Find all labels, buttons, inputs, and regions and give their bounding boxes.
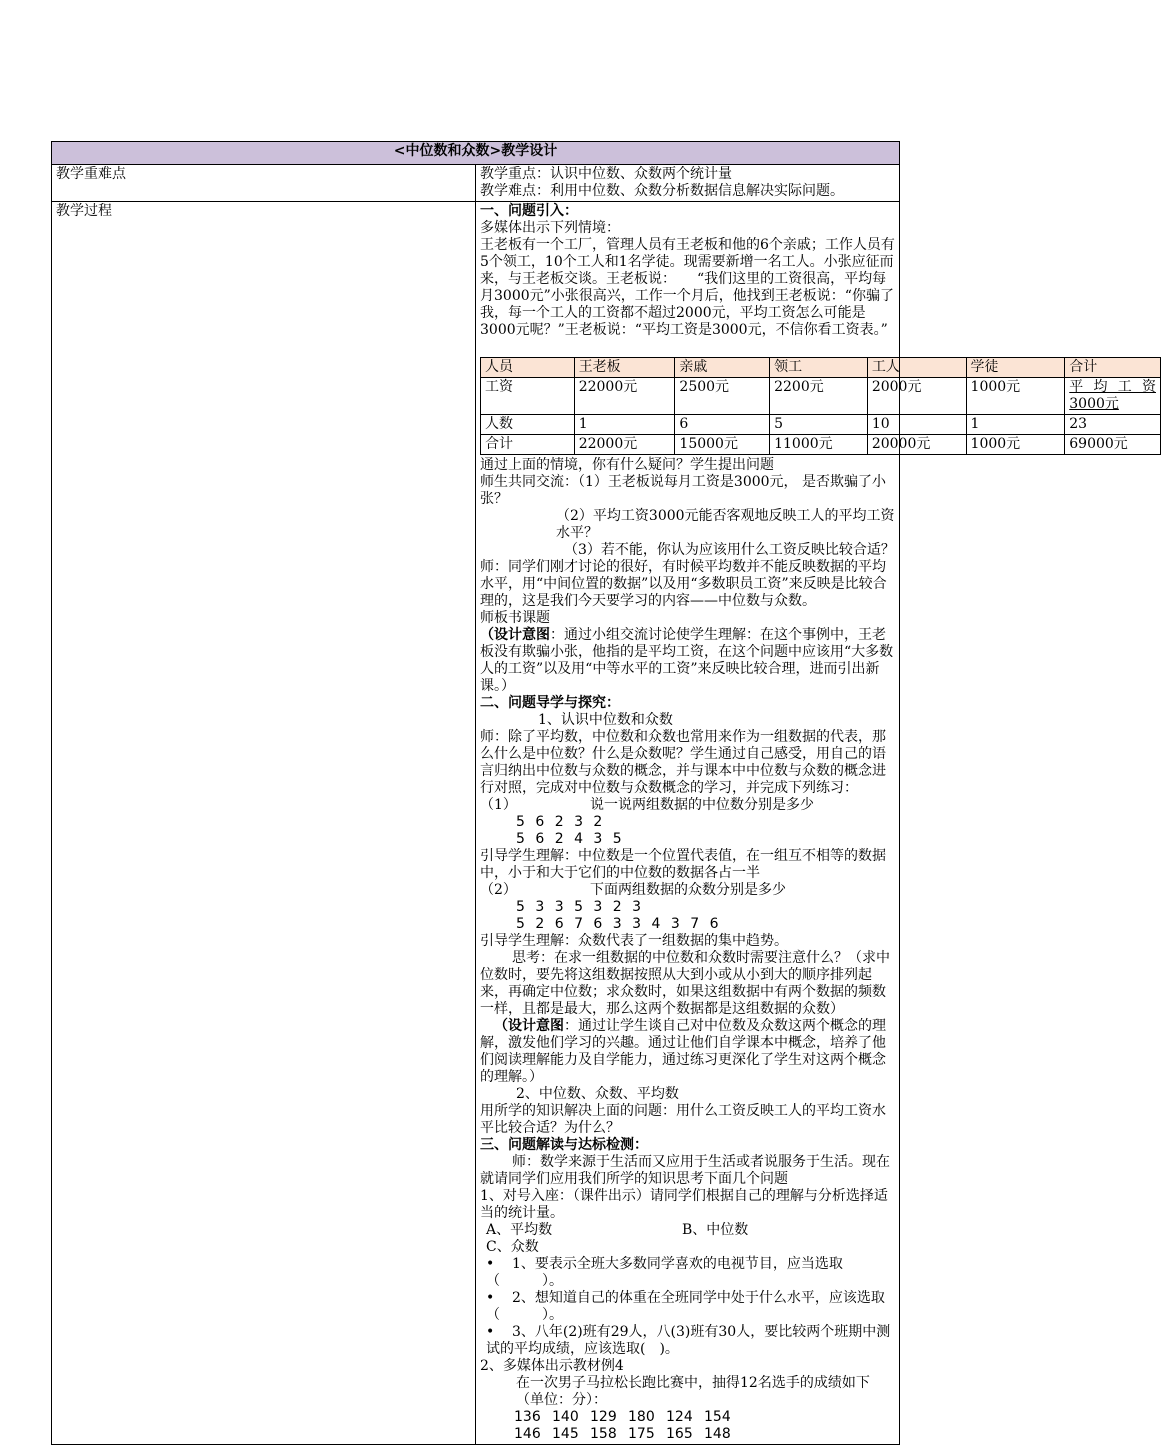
- bullet-icon: •: [486, 1324, 495, 1340]
- table-cell: 2500元: [675, 378, 770, 415]
- table-cell: 王老板: [574, 358, 675, 378]
- exercise-text: 下面两组数据的众数分别是多少: [590, 882, 786, 898]
- data-line: 5 6 2 4 3 5: [516, 831, 625, 847]
- list-item-text: 3、八年(2)班有29人，八(3)班有30人，要比较两个班期中测试的平均成绩，应该选取( )。: [486, 1324, 891, 1357]
- focus-content: [476, 165, 900, 202]
- bullet-icon: •: [486, 1290, 495, 1306]
- table-row: [481, 415, 1161, 435]
- table-cell: 人数: [481, 415, 575, 435]
- table-cell: 11000元: [770, 435, 868, 455]
- paragraph: 师：同学们刚才讨论的很好，有时候平均数并不能反映数据的平均水平，用“中间位置的数据”以及用“多数职员工资”来反映是比较合理的，这是我们今天要学习的内容——中位数与众数。: [480, 559, 887, 609]
- paragraph: 师：除了平均数，中位数和众数也常用来作为一组数据的代表，那么什么是中位数？什么是众数呢？学生通过自己感受，用自己的语言归纳出中位数与众数的概念，并与课本中中位数与众数的概念进行对照，完成对中位数与众数概念的学习，并完成下列练习：: [480, 729, 886, 796]
- score-value: 148: [704, 1426, 731, 1442]
- data-line: 5 3 3 5 3 2 3: [516, 899, 645, 915]
- question: 1、对号入座：（课件出示）请同学们根据自己的理解与分析选择适当的统计量。: [480, 1188, 888, 1221]
- table-cell: 2200元: [770, 378, 868, 415]
- paragraph: 用所学的知识解决上面的问题：用什么工资反映工人的平均工资水平比较合适？为什么？: [480, 1103, 886, 1136]
- intent-label: （设计意图: [494, 1018, 564, 1034]
- table-cell: 5: [770, 415, 868, 435]
- score-value: 165: [666, 1426, 693, 1442]
- table-cell: 领工: [770, 358, 868, 378]
- score-value: 129: [590, 1409, 617, 1425]
- section2-heading: 二、问题导学与探究：: [480, 695, 620, 711]
- option-c: C、众数: [486, 1239, 539, 1255]
- list-item: [480, 1290, 895, 1324]
- table-cell: 学徒: [966, 358, 1065, 378]
- option-a: A、平均数: [486, 1222, 553, 1238]
- table-cell: 亲戚: [675, 358, 770, 378]
- table-cell: 人员: [481, 358, 575, 378]
- table-cell: 合计: [481, 435, 575, 455]
- table-cell: 1000元: [966, 435, 1065, 455]
- list-item: [480, 1256, 895, 1290]
- score-value: 145: [552, 1426, 579, 1442]
- list-item-text: 1、要表示全班大多数同学喜欢的电视节目，应当选取（ ）。: [486, 1256, 843, 1289]
- paragraph: 多媒体出示下列情境：: [480, 220, 620, 236]
- table-cell: 合计: [1065, 358, 1161, 378]
- section3-heading: 三、问题解读与达标检测：: [480, 1137, 648, 1153]
- table-cell: 2000元: [867, 378, 966, 415]
- options-line: [480, 1222, 895, 1256]
- score-value: 180: [628, 1409, 655, 1425]
- intent-text: ：通过小组交流讨论使学生理解：在这个事例中，王老板没有欺骗小张，他指的是平均工资，在这个问题中应该用“大多数人的工资”以及用“中等水平的工资”来反映比较合理，进而引出新课。）: [480, 627, 894, 694]
- exercise-text: 说一说两组数据的中位数分别是多少: [590, 797, 814, 813]
- paragraph: （3）若不能，你认为应该用什么工资反映比较合适？: [564, 542, 895, 558]
- table-cell: 1000元: [966, 378, 1065, 415]
- scores-row: [480, 1426, 895, 1443]
- table-cell: 20000元: [867, 435, 966, 455]
- process-label: 教学过程: [52, 202, 476, 1445]
- score-value: 146: [514, 1426, 541, 1442]
- wage-table-header: [481, 358, 1161, 378]
- score-value: 154: [704, 1409, 731, 1425]
- exercise: [480, 797, 895, 814]
- table-cell: 1: [574, 415, 675, 435]
- bullet-icon: •: [486, 1256, 495, 1272]
- table-cell: 10: [867, 415, 966, 435]
- table-cell: 6: [675, 415, 770, 435]
- table-cell: 22000元: [574, 378, 675, 415]
- document-title: <中位数和众数>教学设计: [52, 142, 900, 165]
- score-value: 140: [552, 1409, 579, 1425]
- paragraph: 在一次男子马拉松长跑比赛中，抽得12名选手的成绩如下（单位：分）：: [516, 1375, 870, 1408]
- scores-row: [480, 1409, 895, 1426]
- paragraph: 引导学生理解：众数代表了一组数据的集中趋势。: [480, 933, 788, 949]
- paragraph: （2）平均工资3000元能否客观地反映工人的平均工资水平？: [556, 508, 895, 541]
- table-cell: 平均工资3000元: [1065, 378, 1161, 415]
- table-row: [481, 435, 1161, 455]
- table-cell: 69000元: [1065, 435, 1161, 455]
- question: 2、多媒体出示教材例4: [480, 1358, 624, 1374]
- table-cell: 工人: [867, 358, 966, 378]
- intent-label: （设计意图: [480, 627, 550, 643]
- table-cell: 1: [966, 415, 1065, 435]
- score-value: 175: [628, 1426, 655, 1442]
- table-cell: 22000元: [574, 435, 675, 455]
- table-cell: 23: [1065, 415, 1161, 435]
- data-line: 5 2 6 7 6 3 3 4 3 7 6: [516, 916, 722, 932]
- score-value: 136: [514, 1409, 541, 1425]
- table-row: [481, 378, 1161, 415]
- paragraph: 师：数学来源于生活而又应用于生活或者说服务于生活。现在就请同学们应用我们所学的知识思考下面几个问题: [480, 1154, 890, 1187]
- lesson-plan-table: [51, 141, 1156, 1445]
- data-line: 5 6 2 3 2: [516, 814, 606, 830]
- exercise-number: （2）: [480, 882, 517, 898]
- paragraph: 王老板有一个工厂，管理人员有王老板和他的6个亲戚；工作人员有5个领工，10个工人和1名学徒。现需要新增一名工人。小张应征而来，与王老板交谈。王老板说： “我们这里的工资很高，平均每月3000元”小张很高兴，工作一个月后，他找到王老板说：“你骗了我，每一个工人的工资都不超过2000元，平均工资怎么可能是3000元呢？”王老板说：“平均工资是3000元，不信你看工资表。”: [480, 237, 895, 338]
- wage-table: [480, 357, 1161, 455]
- paragraph: 引导学生理解：中位数是一个位置代表值，在一组互不相等的数据中，小于和大于它们的中位数的数据各占一半: [480, 848, 886, 881]
- paragraph: 师板书课题: [480, 610, 550, 626]
- table-cell: 15000元: [675, 435, 770, 455]
- list-item: [480, 1324, 895, 1358]
- score-value: 158: [590, 1426, 617, 1442]
- paragraph: 通过上面的情境，你有什么疑问？学生提出问题: [480, 457, 774, 473]
- paragraph: 思考：在求一组数据的中位数和众数时需要注意什么？（求中位数时，要先将这组数据按照从大到小或从小到大的顺序排列起来，再确定中位数；求众数时，如果这组数据中有两个数据的频数一样，且都是最大，那么这两个数据都是这组数据的众数）: [480, 950, 890, 1017]
- subheading: 1、认识中位数和众数: [538, 712, 673, 728]
- design-intent: [480, 1018, 895, 1086]
- intent-text: ：通过让学生谈自己对中位数及众数这两个概念的理解，激发他们学习的兴趣。通过让他们自学课本中概念，培养了他们阅读理解能力及自学能力，通过练习更深化了学生对这两个概念的理解。）: [480, 1018, 886, 1085]
- option-b: B、中位数: [682, 1222, 749, 1238]
- difficulty-line: 教学难点：利用中位数、众数分析数据信息解决实际问题。: [480, 183, 844, 199]
- process-content: [476, 202, 1156, 1445]
- subheading: 2、中位数、众数、平均数: [516, 1086, 679, 1102]
- exercise: [480, 882, 895, 899]
- design-intent: [480, 627, 895, 695]
- paragraph: 师生共同交流：（1）王老板说每月工资是3000元， 是否欺骗了小张？: [480, 474, 886, 507]
- exercise-number: （1）: [480, 797, 517, 813]
- score-value: 124: [666, 1409, 693, 1425]
- focus-line: 教学重点：认识中位数、众数两个统计量: [480, 166, 732, 182]
- focus-label: 教学重难点: [52, 165, 476, 202]
- list-item-text: 2、想知道自己的体重在全班同学中处于什么水平，应该选取（ ）。: [486, 1290, 885, 1323]
- table-cell: 工资: [481, 378, 575, 415]
- section1-heading: 一、问题引入：: [480, 203, 578, 219]
